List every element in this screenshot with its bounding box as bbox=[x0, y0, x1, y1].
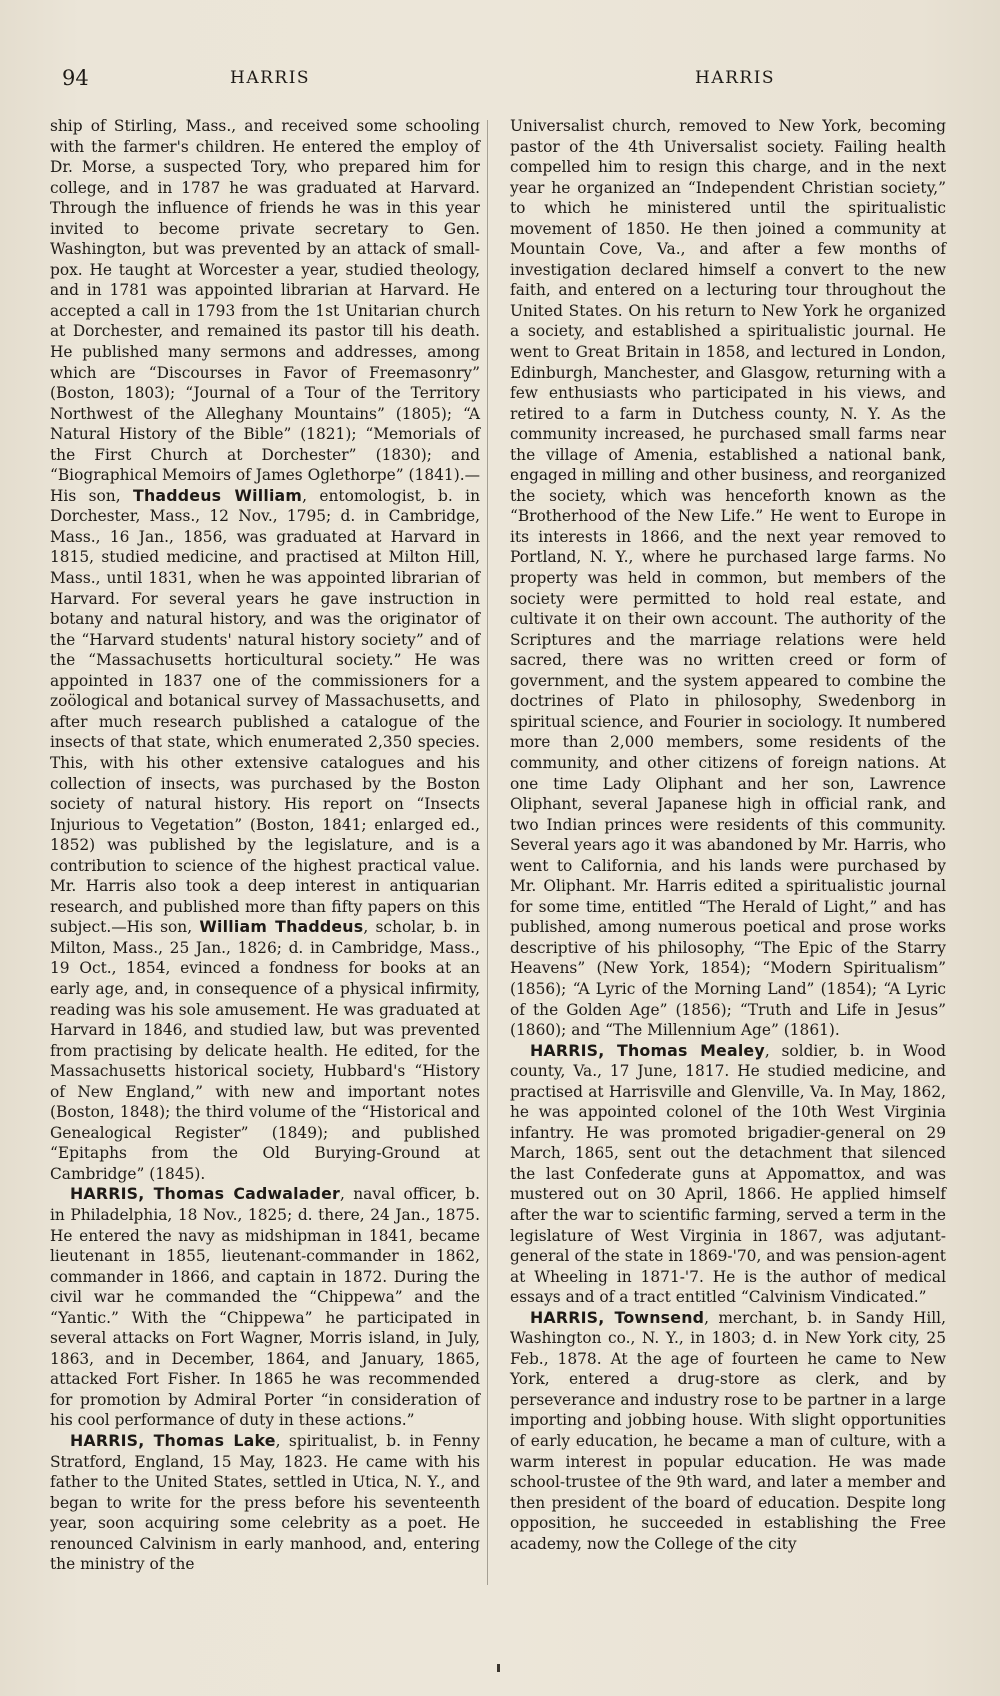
left-column bbox=[50, 116, 480, 1575]
entry-continuation bbox=[510, 116, 946, 1041]
entry-text: ship of Stirling, Mass., and received some schooling with the farmer's children. He entered the employ of Dr. Morse, a suspected Tory, who prepared him for college, and in 1787 he was graduated at Harvard. Through the influence of friends he was in this year invited to become private secretary to Gen. Washington, but was prevented by an attack of small-pox. He taught at Worcester a year, studied theology, and in 1781 was appointed librarian at Harvard. He accepted a call in 1793 from the 1st Unitarian church at Dorchester, and remained its pastor till his death. He published many sermons and addresses, among which are “Discourses in Favor of Freemasonry” (Boston, 1803); “Journal of a Tour of the Territory Northwest of the Alleghany Mountains” (1805); “A Natural History of the Bible” (1821); “Memorials of the First Church at Dorchester” (1830); and “Biographical Memoirs of James Oglethorpe” (1841).—His son, bbox=[50, 117, 480, 505]
entry-text: , naval officer, b. in Philadelphia, 18 Nov., 1825; d. there, 24 Jan., 1875. He entered the navy as midshipman in 1841, became lieutenant in 1855, lieutenant-commander in 1862, commander in 1866, and captain in 1872. During the civil war he commanded the “Chippewa” and the “Yantic.” With the “Chippewa” he participated in several attacks on Fort Wagner, Morris island, in July, 1863, and in December, 1864, and January, 1865, attacked Fort Fisher. In 1865 he was recommended for promotion by Admiral Porter “in consideration of his cool performance of duty in these actions.” bbox=[50, 1185, 480, 1430]
entry-continuation bbox=[50, 116, 480, 1184]
column-divider bbox=[487, 120, 488, 1585]
page-header bbox=[0, 66, 1000, 96]
entry-name: Thaddeus William bbox=[133, 485, 303, 505]
entry-name: HARRIS, Thomas Mealey bbox=[530, 1040, 765, 1060]
running-head-right: HARRIS bbox=[695, 68, 776, 88]
running-head-left: HARRIS bbox=[230, 68, 311, 88]
printer-mark bbox=[497, 1664, 500, 1672]
entry-thomas-lake bbox=[50, 1431, 480, 1575]
entry-thomas-mealey bbox=[510, 1041, 946, 1308]
entry-name: HARRIS, Townsend bbox=[530, 1307, 705, 1327]
entry-name: HARRIS, Thomas Lake bbox=[70, 1431, 276, 1450]
right-column bbox=[510, 116, 946, 1554]
entry-thomas-cadwalader bbox=[50, 1184, 480, 1431]
entry-text: Universalist church, removed to New York, becoming pastor of the 4th Universalist society. Failing health compelled him to resign this charge, and in the next year he organized an “Independent Christian society,” to which he ministered until the spiritualistic movement of 1850. He then joined a community at Mountain Cove, Va., and after a few months of investigation declared himself a convert to the new faith, and entered on a lecturing tour throughout the United States. On his return to New York he organized a society, and established a spiritualistic journal. He went to Great Britain in 1858, and lectured in London, Edinburgh, Manchester, and Glasgow, returning with a few enthusiasts who participated in his views, and retired to a farm in Dutchess county, N. Y. As the community increased, he purchased small farms near the village of Amenia, established a national bank, engaged in milling and other business, and reorganized the society, which was henceforth known as the “Brotherhood of the New Life.” He went to Europe in its interests in 1866, and the next year removed to Portland, N. Y., where he purchased large farms. No property was held in common, but members of the society were permitted to hold real estate, and cultivate it on their own account. The authority of the Scriptures and the marriage relations were held sacred, there was no written creed or form of government, and the system appeared to combine the doctrines of Plato in philosophy, Swedenborg in spiritual science, and Fourier in sociology. It numbered more than 2,000 members, some residents of the community, and other citizens of foreign nations. At one time Lady Oliphant and her son, Lawrence Oliphant, several Japanese high in official rank, and two Indian princes were residents of this community. Several years ago it was abandoned by Mr. Harris, who went to California, and his lands were purchased by Mr. Oliphant. Mr. Harris edited a spiritualistic journal for some time, entitled “The Herald of Light,” and has published, among numerous poetical and prose works descriptive of his philosophy, “The Epic of the Starry Heavens” (New York, 1854); “Modern Spiritualism” (1856); “A Lyric of the Morning Land” (1854); “A Lyric of the Golden Age” (1856); “Truth and Life in Jesus” (1860); and “The Millennium Age” (1861). bbox=[510, 117, 947, 1040]
entry-name: HARRIS, Thomas Cadwalader bbox=[70, 1184, 341, 1204]
entry-name: William Thaddeus bbox=[199, 917, 364, 937]
entry-text: , soldier, b. in Wood county, Va., 17 June, 1817. He studied medicine, and practised at Harrisville and Glenville, Va. In May, 1862, he was appointed colonel of the 10th West Virginia infantry. He was promoted brigadier-general on 29 March, 1865, sent out the detachment that silenced the last Confederate guns at Appomattox, and was mustered out on 30 April, 1866. He applied himself after the war to scientific farming, served a term in the legislature of West Virginia in 1867, was adjutant-general of the state in 1869-'70, and was pension-agent at Wheeling in 1871-'7. He is the author of medical essays and of a tract entitled “Calvinism Vindicated.” bbox=[510, 1041, 946, 1307]
page-number: 94 bbox=[62, 66, 89, 90]
entry-text: , merchant, b. in Sandy Hill, Washington co., N. Y., in 1803; d. in New York city, 25 Feb., 1878. At the age of fourteen he came to New York, entered a drug-store as clerk, and by perseverance and industry rose to be partner in a large importing and jobbing house. With slight opportunities of early education, he became a man of culture, with a warm interest in popular education. He was made school-trustee of the 9th ward, and later a member and then president of the board of education. Despite long opposition, he succeeded in establishing the Free academy, now the College of the city bbox=[510, 1308, 946, 1553]
entry-townsend bbox=[510, 1308, 946, 1555]
entry-text: , scholar, b. in Milton, Mass., 25 Jan., 1826; d. in Cambridge, Mass., 19 Oct., 1854, evinced a fondness for books at an early age, and, in consequence of a physical infirmity, reading was his sole amusement. He was graduated at Harvard in 1846, and studied law, but was prevented from practising by delicate health. He edited, for the Massachusetts historical society, Hubbard's “History of New England,” with new and important notes (Boston, 1848); the third volume of the “Historical and Genealogical Register” (1849); and published “Epitaphs from the Old Burying-Ground at Cambridge” (1845). bbox=[50, 918, 481, 1183]
entry-text: , entomologist, b. in Dorchester, Mass., 12 Nov., 1795; d. in Cambridge, Mass., 16 Jan., 1856, was graduated at Harvard in 1815, studied medicine, and practised at Milton Hill, Mass., until 1831, when he was appointed librarian of Harvard. For several years he gave instruction in botany and natural history, and was the originator of the “Harvard students' natural history society” and of the “Massachusetts horticultural society.” He was appointed in 1837 one of the commissioners for a zoölogical and botanical survey of Massachusetts, and after much research published a catalogue of the insects of that state, which enumerated 2,350 species. This, with his other extensive catalogues and his collection of insects, was purchased by the Boston society of natural history. His report on “Insects Injurious to Vegetation” (Boston, 1841; enlarged ed., 1852) was published by the legislature, and is a contribution to science of the highest practical value. Mr. Harris also took a deep interest in antiquarian research, and published more than fifty papers on this subject.—His son, bbox=[50, 486, 481, 937]
entry-text: , spiritualist, b. in Fenny Stratford, England, 15 May, 1823. He came with his father to the United States, settled in Utica, N. Y., and began to write for the press before his seventeenth year, soon acquiring some celebrity as a poet. He renounced Calvinism in early manhood, and, entering the ministry of the bbox=[50, 1432, 480, 1574]
